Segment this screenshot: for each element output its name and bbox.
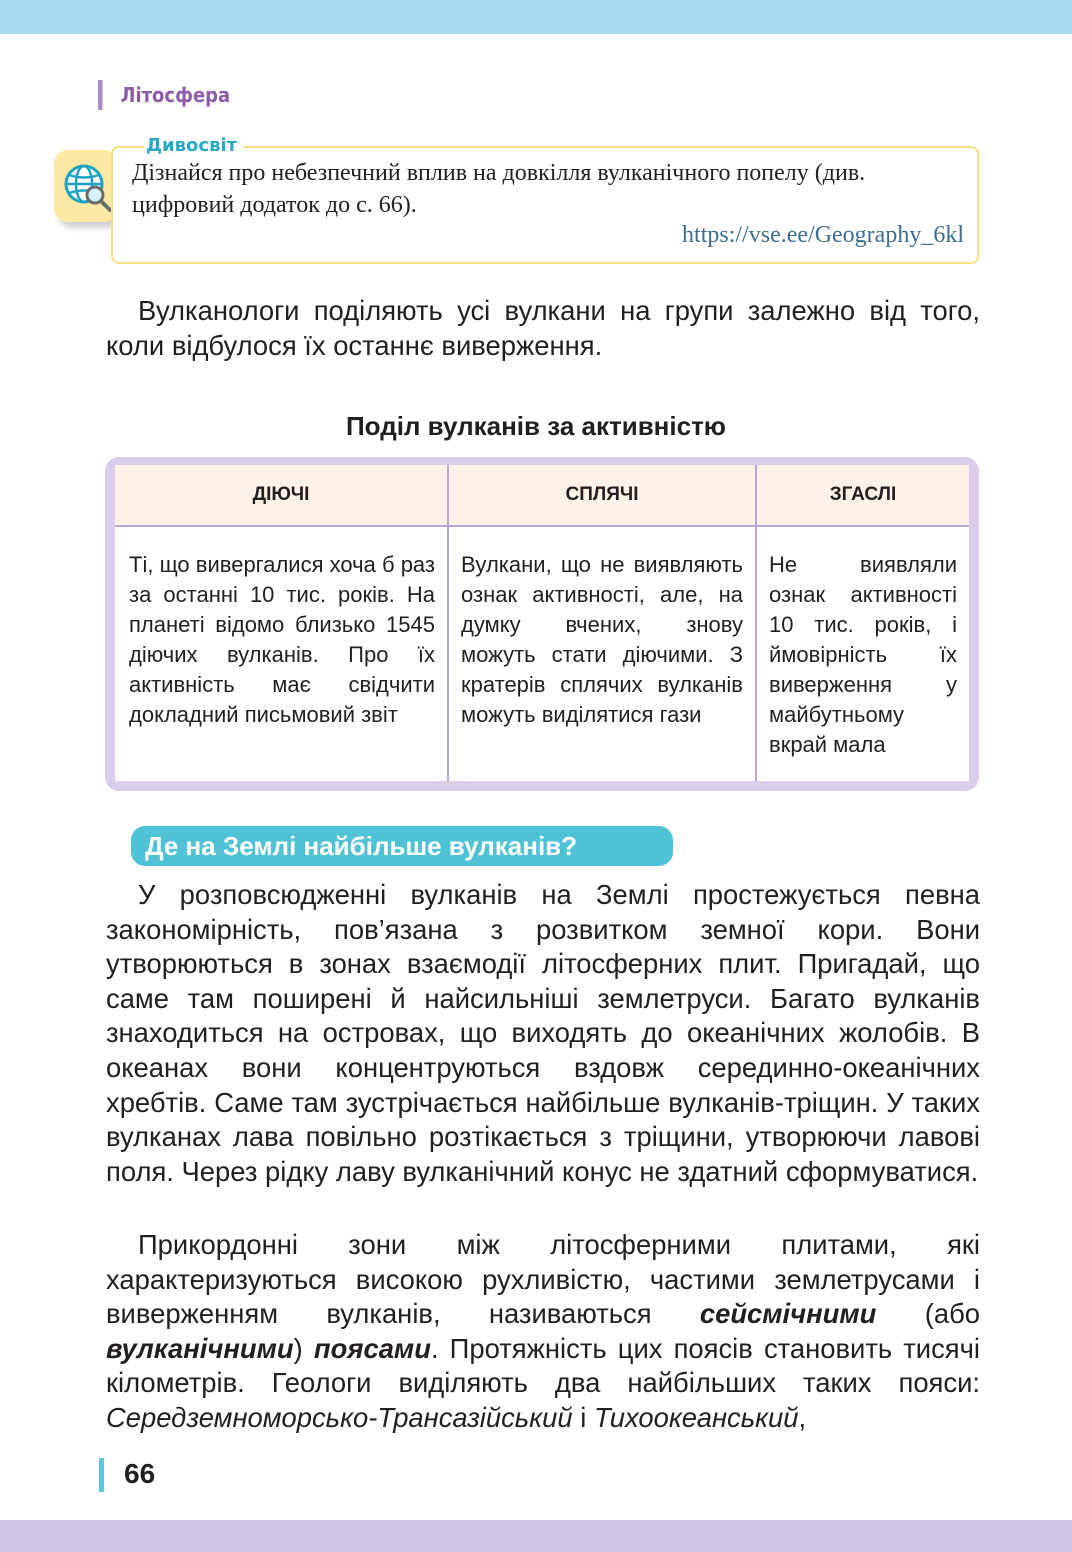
bottom-color-band: [0, 1520, 1072, 1552]
cell-extinct: Не виявляли ознак активності 10 тис. років, і ймовірність їх виверження у майбутньому вкрай мала: [769, 552, 957, 757]
column-divider: [755, 465, 757, 781]
page-number-marker: [99, 1458, 104, 1492]
paragraph-distribution: [106, 878, 980, 1189]
column-header-dormant: СПЛЯЧІ: [565, 484, 639, 505]
globe-search-icon: [54, 150, 118, 222]
top-color-band: [0, 0, 1072, 34]
wonder-title: Дивосвіт: [144, 134, 243, 158]
paragraph-belts: [106, 1228, 980, 1436]
table-body: [115, 465, 969, 781]
term-volcanic: вулканічними: [106, 1332, 294, 1364]
digital-supplement-link[interactable]: https://vse.ee/Geography_6kl: [682, 222, 964, 248]
intro-paragraph: [106, 294, 980, 363]
column-divider: [447, 465, 449, 781]
column-header-active: ДІЮЧІ: [252, 484, 310, 505]
belts-text-6: ,: [798, 1401, 807, 1433]
belts-text-3: ): [293, 1332, 314, 1364]
subheading: Де на Землі найбільше вулканів?: [131, 826, 673, 866]
cell-active: Ті, що вивергалися хоча б раз за останні 10 тис. років. На планеті відомо близько 1545 діючих вулканів. Про їх активність має свідчити докладний письмовий звіт: [129, 552, 435, 727]
belt-mediterranean: Середземноморсько-Трансазійський: [106, 1401, 573, 1433]
volcano-activity-table: [105, 457, 979, 791]
belts-text-1: Прикордонні зони між літосферними плитами, які характеризуються високою рухливістю, частими землетрусами і виверженням вулканів, називаються: [106, 1229, 980, 1330]
table-header-row: [115, 465, 969, 527]
wonder-text: Дізнайся про небезпечний вплив на довкілля вулканічного попелу (див. цифровий додаток до с. 66).: [132, 160, 866, 218]
belts-text-2: (або: [876, 1298, 980, 1330]
term-seismic: сейсмічними: [699, 1298, 877, 1330]
belt-pacific: Тихоокеанський: [593, 1401, 799, 1433]
belts-text-5: і: [572, 1401, 594, 1433]
section-label: Літосфера: [98, 80, 230, 110]
paragraph-distribution-text: У розповсюдженні вулканів на Землі простежується певна закономірність, пов’язана з розвитком земної кори. Вони утворюються в зонах взаємодії літосферних плит. Пригадай, що саме там поширені й найсильніші землетруси. Багато вулканів знаходиться на островах, що виходять до океанічних жолобів. В океанах вони концентруються вздовж серединно-океанічних хребтів. Саме там зустрічається найбільше вулканів-тріщин. У таких вулканах лава повільно розтікається з тріщини, утворюючи лавові поля. Через рідку лаву вулканічний конус не здатний сформуватися.: [106, 879, 980, 1187]
table-title: Поділ вулканів за активністю: [345, 411, 727, 441]
belts-text-4: . Протяжність цих поясів становить тисячі кілометрів. Геологи виділяють два найбільших таких пояси:: [106, 1332, 980, 1399]
cell-dormant: Вулкани, що не виявляють ознак активності, але, на думку вчених, знову можуть стати діючими. З кратерів сплячих вулканів можуть виділятися гази: [461, 552, 743, 727]
intro-text: Вулканологи поділяють усі вулкани на групи залежно від того, коли відбулося їх останнє виверження.: [106, 295, 980, 361]
page-number: 66: [124, 1458, 156, 1489]
column-header-extinct: ЗГАСЛІ: [829, 484, 897, 505]
term-belts: поясами: [313, 1332, 431, 1364]
